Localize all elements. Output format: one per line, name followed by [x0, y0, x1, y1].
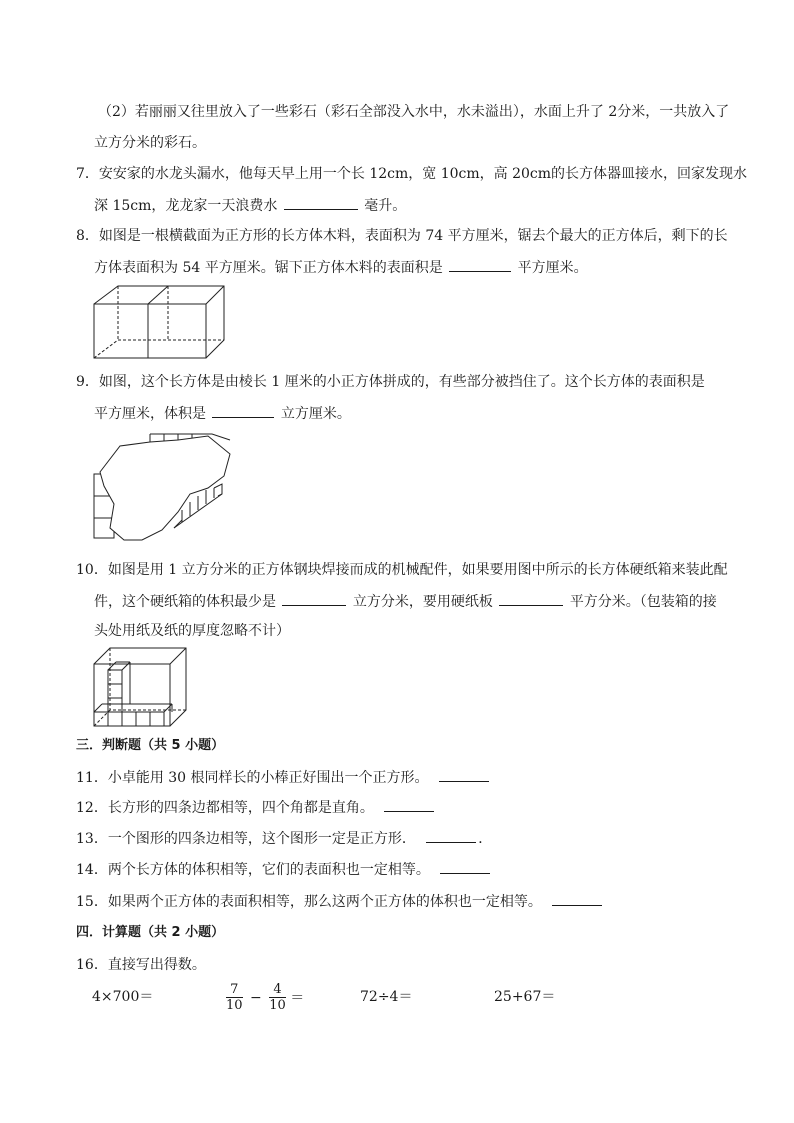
q15-answer-blank[interactable]	[552, 891, 602, 906]
q8-line1: 8．如图是一根横截面为正方形的长方体木料，表面积为 74 平方厘米，锯去个最大的正方体后，剩下的长	[76, 228, 728, 244]
q6-part2-line1: （2）若丽丽又往里放入了一些彩石（彩石全部没入水中，水未溢出），水面上升了 2分米，一共放入了	[98, 104, 730, 120]
q8-line2	[94, 257, 588, 278]
minus-sign: −	[250, 989, 262, 1006]
q11-line	[76, 767, 491, 788]
q11-answer-blank[interactable]	[439, 767, 489, 782]
q8-text-b: 平方厘米。	[517, 260, 588, 276]
q13-answer-blank[interactable]	[426, 828, 476, 843]
fraction-2-numerator: 4	[273, 982, 282, 997]
q16-expr-4: 25+67＝	[494, 989, 556, 1005]
q10-area-blank[interactable]	[499, 591, 563, 606]
q7-answer-blank[interactable]	[284, 195, 358, 210]
fraction-2-denominator: 10	[269, 998, 286, 1013]
q10-text-a: 件，这个硬纸箱的体积最少是	[94, 594, 276, 610]
q6-part2-line2: 立方分米的彩石。	[94, 135, 206, 151]
q11-text: 11．小卓能用 30 根同样长的小棒正好围出一个正方形。	[76, 770, 429, 786]
q8-text-a: 方体表面积为 54 平方厘米。锯下正方体木料的表面积是	[94, 260, 443, 276]
section-4-heading: 四．计算题（共 2 小题）	[76, 925, 225, 940]
q10-line2	[94, 591, 717, 612]
q15-line	[76, 891, 604, 912]
q10-machine-part-figure	[90, 644, 190, 728]
q15-text: 15．如果两个正方体的表面积相等，那么这两个正方体的体积也一定相等。	[76, 894, 542, 910]
q7-text-a: 深 15cm，龙龙家一天浪费水	[94, 198, 278, 214]
q7-line1: 7．安安家的水龙头漏水，他每天早上用一个长 12cm，宽 10cm，高 20cm的长方体器皿接水，回家发现水	[76, 166, 748, 182]
q12-line	[76, 797, 436, 818]
q14-answer-blank[interactable]	[440, 859, 490, 874]
q8-cuboid-figure	[90, 282, 230, 364]
fraction-1-denominator: 10	[226, 998, 243, 1013]
q9-text-a: 平方厘米，体积是	[94, 406, 206, 422]
fraction-4-10	[269, 982, 286, 1013]
q12-text: 12．长方形的四条边都相等，四个角都是直角。	[76, 800, 374, 816]
q10-line1: 10．如图是用 1 立方分米的正方体钢块焊接而成的机械配件，如果要用图中所示的长方体硬纸箱来装此配	[76, 562, 728, 578]
equals-sign: ＝	[290, 990, 305, 1007]
q13-line	[76, 828, 492, 849]
fraction-7-10	[226, 982, 243, 1013]
q16-prompt: 16．直接写出得数。	[76, 957, 206, 973]
q7-text-b: 毫升。	[364, 198, 407, 214]
q9-answer-blank[interactable]	[212, 403, 274, 418]
q10-line3: 头处用纸及纸的厚度忽略不计）	[94, 623, 290, 639]
q10-text-b: 立方分米，要用硬纸板	[352, 594, 493, 610]
q8-answer-blank[interactable]	[449, 257, 511, 272]
q10-volume-blank[interactable]	[282, 591, 346, 606]
q13-text: 13．一个图形的四条边相等，这个图形一定是正方形．	[76, 831, 416, 847]
q12-answer-blank[interactable]	[384, 797, 434, 812]
q7-line2	[94, 195, 406, 216]
q14-line	[76, 859, 492, 880]
q9-covered-cuboid-figure	[90, 432, 240, 542]
q16-expr-2	[226, 982, 304, 1013]
q16-expr-1: 4×700＝	[92, 989, 154, 1005]
q9-line1: 9．如图，这个长方体是由棱长 1 厘米的小正方体拼成的，有些部分被挡住了。这个长方体的表面积是	[76, 374, 705, 390]
section-3-heading: 三．判断题（共 5 小题）	[76, 738, 225, 753]
q14-text: 14．两个长方体的体积相等，它们的表面积也一定相等。	[76, 862, 430, 878]
fraction-1-numerator: 7	[230, 982, 239, 997]
q13-period: ．	[478, 831, 493, 847]
q16-expr-3: 72÷4＝	[360, 989, 413, 1005]
q9-line2	[94, 403, 351, 424]
q9-text-b: 立方厘米。	[280, 406, 351, 422]
q10-text-c: 平方分米。（包装箱的接	[569, 594, 717, 610]
